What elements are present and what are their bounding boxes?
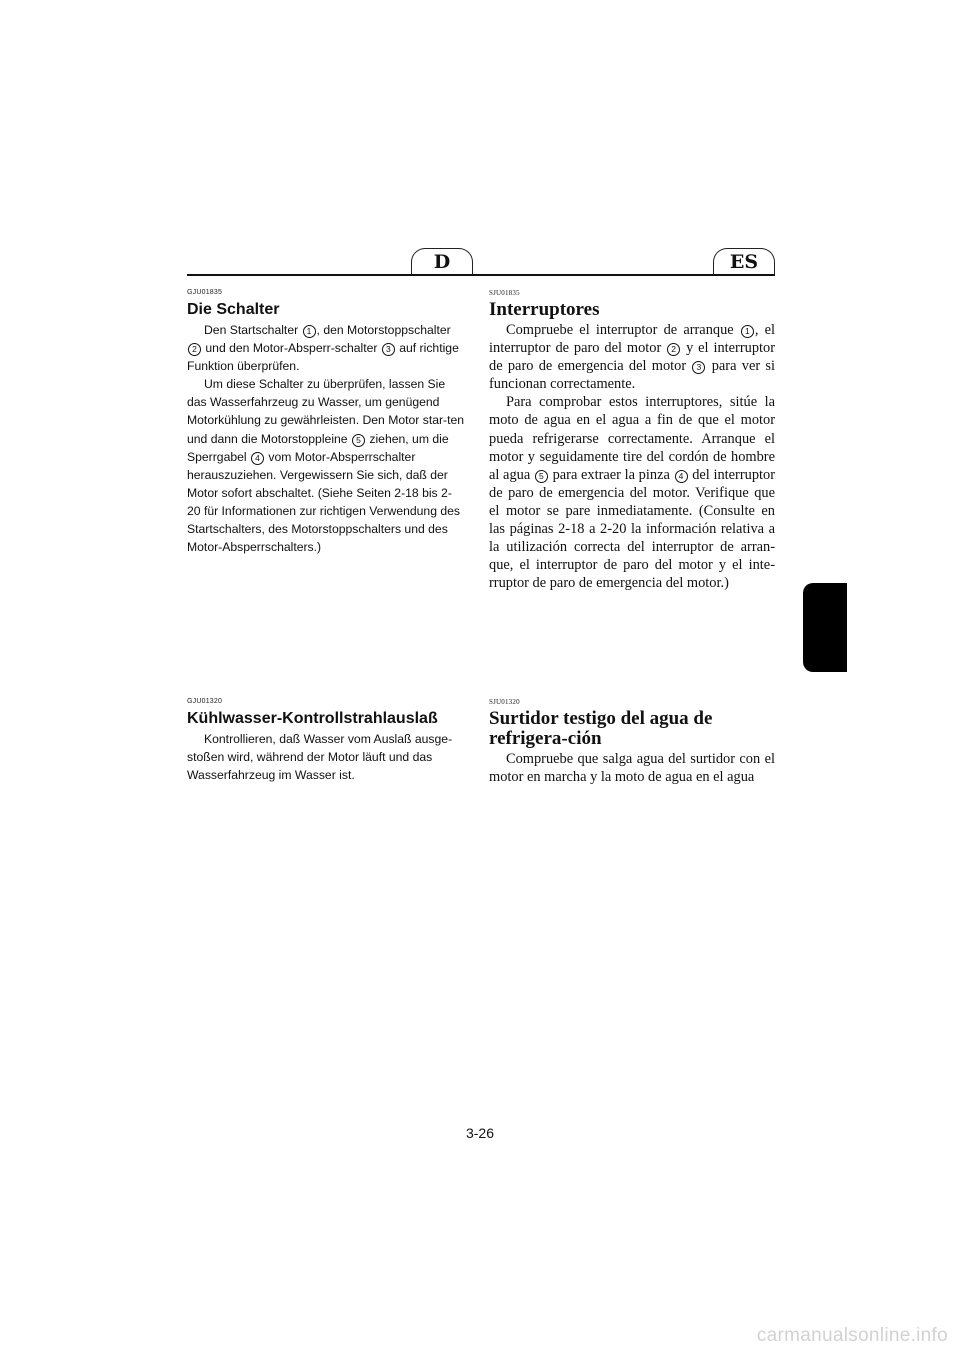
- section-code: GJU01835: [187, 289, 223, 296]
- paragraph: Compruebe que salga agua del surtidor con el motor en marcha y la moto de agua en el agua: [489, 751, 775, 786]
- paragraph: Um diese Schalter zu überprüfen, lassen Sie das Wasserfahrzeug zu Wasser, um genügend Motorkühlung zu gewährleisten. Den Motor star-ten und dann die Motorstoppleine 5 ziehen, um die Sperrgabel 4 vom Motor-Absperrschalter herauszuziehen. Vergewissern Sie sich, daß der Motor sofort abschaltet. (Siehe Seiten 2-18 bis 2-20 für Informationen zur richtigen Verwendung des Startschalters, des Motorstoppschalters und des Motor-Absperrschalters.): [187, 377, 465, 555]
- es-section-cooling-water: [489, 698, 775, 786]
- paragraph: Compruebe el interruptor de arranque 1 , el interruptor de paro del motor 2 y el interruptor de paro de emergencia del motor 3 para ver si funcionan correctamente.: [489, 322, 775, 393]
- callout-number: 4: [251, 452, 264, 465]
- callout-number: 4: [675, 470, 688, 483]
- watermark: carmanualsonline.info: [756, 1325, 948, 1346]
- paragraph: Kontrollieren, daß Wasser vom Auslaß ausge-stoßen wird, während der Motor läuft und das Wasserfahrzeug im Wasser ist.: [187, 732, 453, 783]
- callout-number: 5: [535, 470, 548, 483]
- callout-number: 2: [667, 343, 680, 356]
- callout-number: 5: [352, 434, 365, 447]
- de-section-cooling-water: [187, 698, 465, 784]
- callout-number: 1: [303, 325, 316, 338]
- language-badge-es: ES: [713, 248, 775, 274]
- section-title: Surtidor testigo del agua de refrigera-ción: [489, 708, 713, 749]
- header-rule: [187, 274, 775, 276]
- de-section-switches: [187, 289, 465, 556]
- section-title: Interruptores: [489, 299, 600, 320]
- callout-number: 3: [692, 361, 705, 374]
- section-code: SJU01835: [489, 289, 520, 297]
- es-section-switches: [489, 289, 775, 592]
- section-code: GJU01320: [187, 698, 223, 705]
- section-title: Kühlwasser-Kontrollstrahlauslaß: [187, 710, 438, 727]
- section-title: Die Schalter: [187, 301, 280, 318]
- paragraph: Para comprobar estos interruptores, sitúe la moto de agua en el agua a fin de que el motor pueda refrigerarse correctamente. Arranque el motor y seguidamente tire del cordón de hombre al agua 5 para extraer la pinza 4 del interruptor de paro de emergencia del motor. Verifique que el motor se pare inmediatamente. (Consulte en las páginas 2-18 a 2-20 la información relativa a la utilización correcta del interruptor de arran-que, el interruptor de paro del motor y el inte-rruptor de paro de emergencia del motor.): [489, 394, 775, 592]
- section-code: SJU01320: [489, 698, 520, 706]
- language-badge-de: D: [411, 248, 473, 274]
- chapter-tab: [803, 583, 847, 672]
- callout-number: 1: [741, 325, 754, 338]
- callout-number: 3: [382, 343, 395, 356]
- paragraph: Den Startschalter 1 , den Motorstoppschalter 2 und den Motor-Absperr-schalter 3 auf richtige Funktion überprüfen.: [187, 323, 459, 374]
- callout-number: 2: [188, 343, 201, 356]
- page-number: 3-26: [465, 1125, 495, 1141]
